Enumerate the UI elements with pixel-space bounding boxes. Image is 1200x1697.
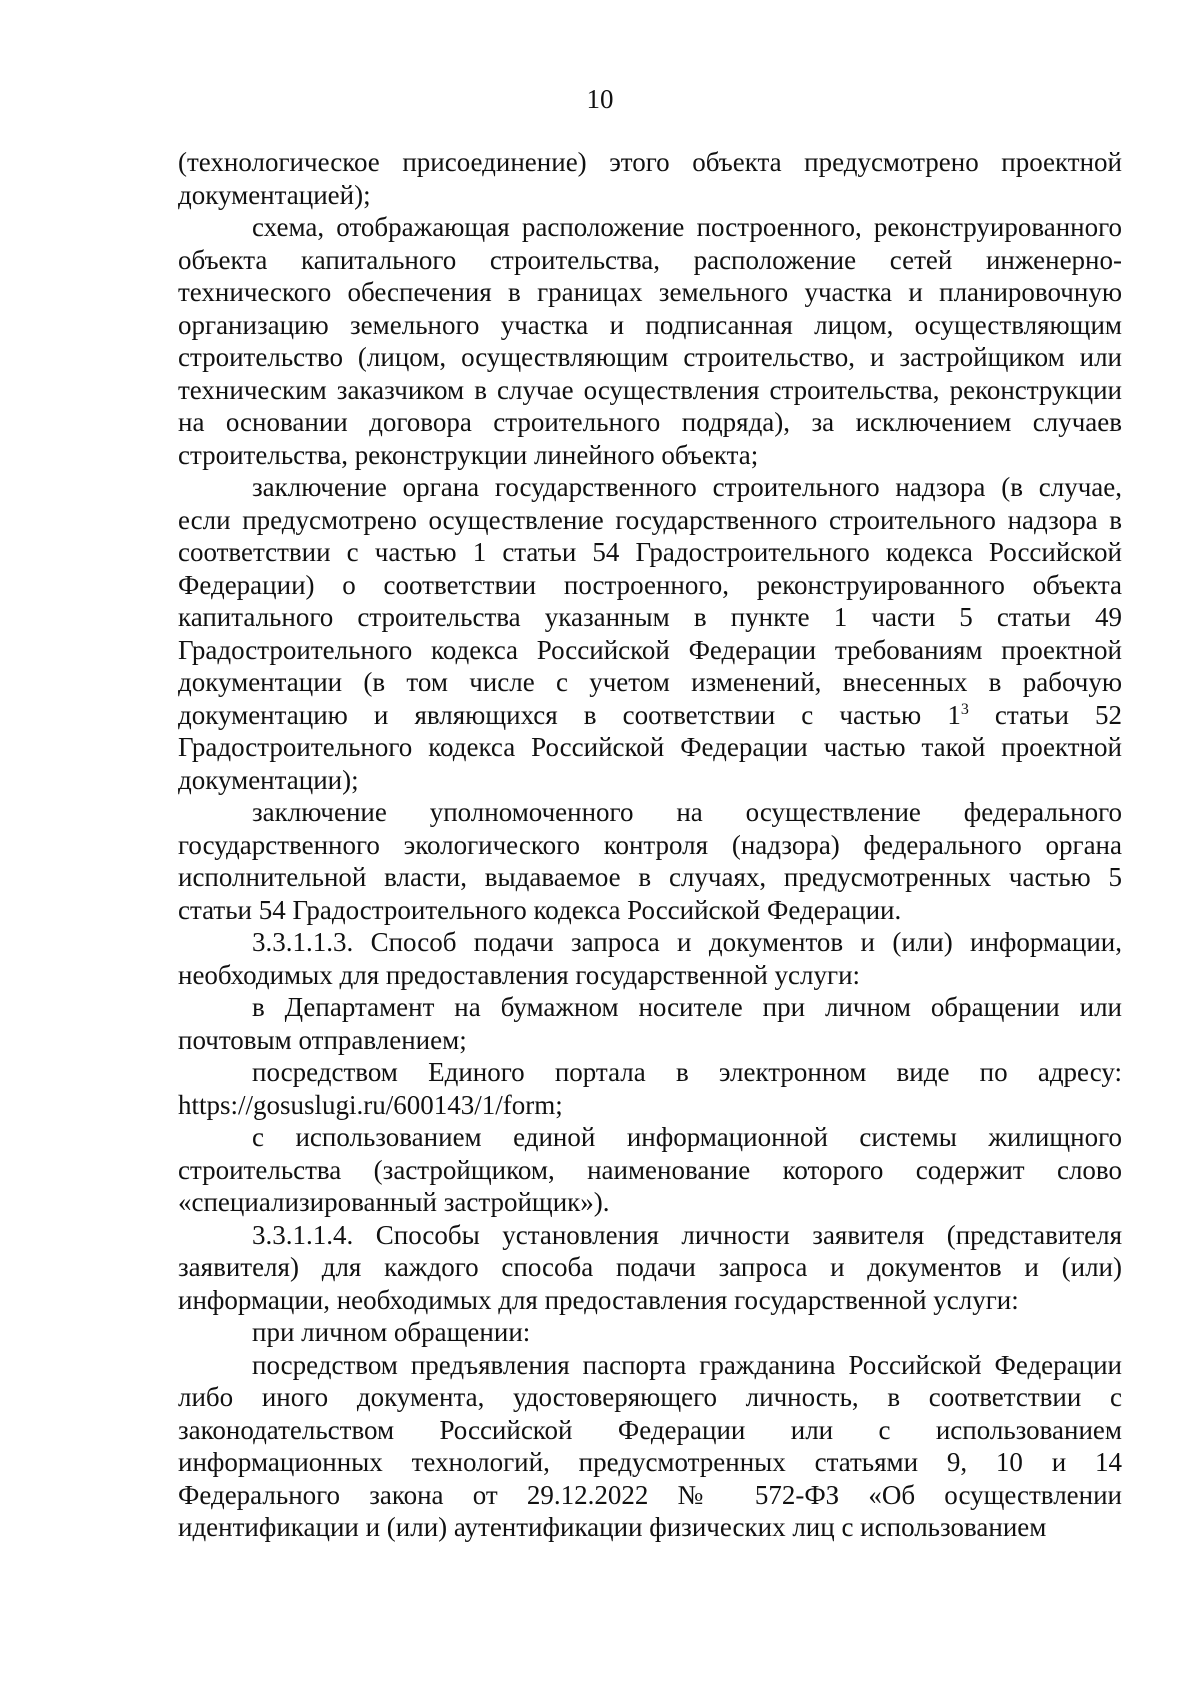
- paragraph-11: посредством предъявления паспорта гражданина Российской Федерации либо иного документа, удостоверяющего личность, в соответствии с законодательством Российской Федерации или с использованием информационных технологий, предусмотренных статьями 9, 10 и 14 Федерального закона от 29.12.2022 № 572-ФЗ «Об осуществлении идентификации и (или) аутентификации физических лиц с использованием: [178, 1349, 1122, 1542]
- paragraph-5: 3.3.1.1.3. Способ подачи запроса и документов и (или) информации, необходимых для предоставления государственной услуги:: [178, 927, 1122, 990]
- paragraph-3-text-before: заключение органа государственного строительного надзора (в случае, если предусмотрено осуществление государственного строительного надзора в соответствии с частью 1 статьи 54 Градостроительного кодекса Российской Федерации) о соответствии построенного, реконструированного объекта капитального строительства указанным в пункте 1 части 5 статьи 49 Градостроительного кодекса Российской Федерации требованиям проектной документации (в том числе с учетом изменений, внесенных в рабочую документацию и являющихся в соответствии с частью 1: [178, 472, 1122, 730]
- page-number: 10: [586, 84, 614, 114]
- paragraph-7: посредством Единого портала в электронном виде по адресу: https://gosuslugi.ru/600143/1/form;: [178, 1057, 1122, 1120]
- paragraph-1: (технологическое присоединение) этого объекта предусмотрено проектной документацией);: [178, 147, 1122, 210]
- paragraph-3-text-after: статьи 52 Градостроительного кодекса Российской Федерации частью такой проектной документации);: [178, 699, 1122, 795]
- paragraph-2: схема, отображающая расположение построенного, реконструированного объекта капитального строительства, расположение сетей инженерно-технического обеспечения в границах земельного участка и планировочную организацию земельного участка и подписанная лицом, осуществляющим строительство (лицом, осуществляющим строительство, и застройщиком или техническим заказчиком в случае осуществления строительства, реконструкции на основании договора строительного подряда), за исключением случаев строительства, реконструкции линейного объекта;: [178, 212, 1122, 470]
- paragraph-4: заключение уполномоченного на осуществление федерального государственного экологического контроля (надзора) федерального органа исполнительной власти, выдаваемое в случаях, предусмотренных частью 5 статьи 54 Градостроительного кодекса Российской Федерации.: [178, 797, 1122, 925]
- paragraph-3-superscript: 3: [960, 700, 969, 718]
- paragraph-10: при личном обращении:: [252, 1317, 531, 1347]
- paragraph-6: в Департамент на бумажном носителе при личном обращении или почтовым отправлением;: [178, 992, 1122, 1055]
- document-body: [178, 146, 1122, 1544]
- paragraph-9: 3.3.1.1.4. Способы установления личности заявителя (представителя заявителя) для каждого способа подачи запроса и документов и (или) информации, необходимых для предоставления государственной услуги:: [178, 1219, 1122, 1315]
- paragraph-3: [178, 471, 1122, 796]
- paragraph-8: с использованием единой информационной системы жилищного строительства (застройщиком, наименование которого содержит слово «специализированный застройщик»).: [178, 1122, 1122, 1217]
